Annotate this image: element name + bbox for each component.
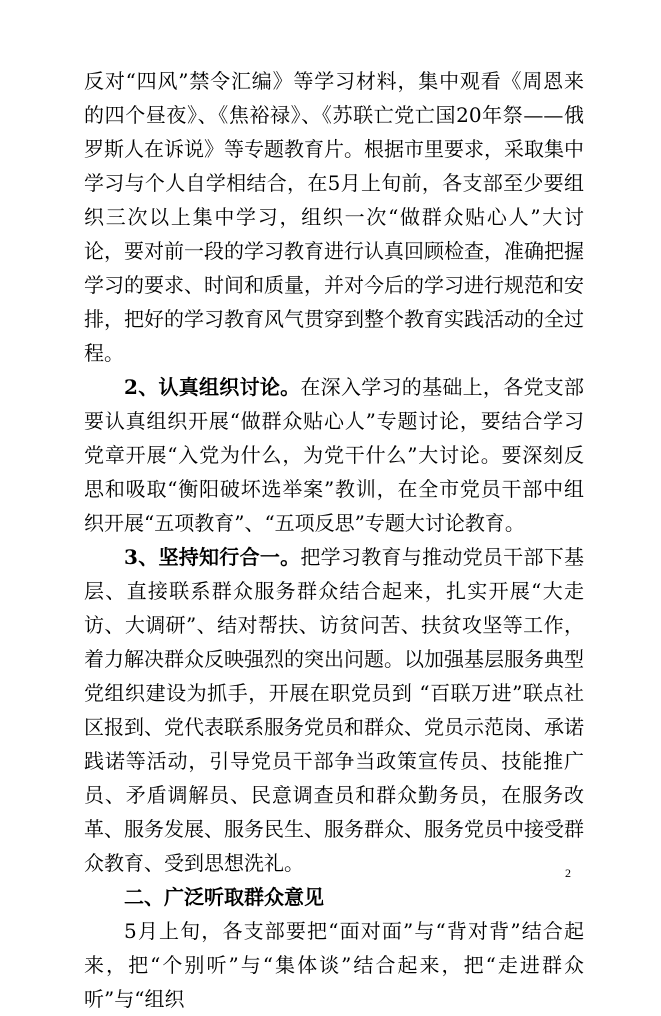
paragraph-lead: 3、坚持知行合一。 [124,545,301,569]
paragraph-text: 在深入学习的基础上，各党支部要认真组织开展“做群众贴心人”专题讨论，要结合学习党章开展“入党为什么，为党干什么”大讨论。要深刻反思和吸取“衡阳破坏选举案”教训，在全市党员干部中组织开展“五项教育”、“五项反思”专题大讨论教育。 [84,375,584,535]
paragraph-organize-discussion [84,370,584,540]
paragraph-text: 反对“四风”禁令汇编》等学习材料，集中观看《周恩来的四个昼夜》、《焦裕禄》、《苏联亡党亡国20年祭——俄罗斯人在诉说》等专题教育片。根据市里要求，采取集中学习与个人自学相结合，在5月上旬前，各支部至少要组织三次以上集中学习，组织一次“做群众贴心人”大讨论，要对前一段的学习教育进行认真回顾检查，准确把握学习的要求、时间和质量，并对今后的学习进行规范和安排，把好的学习教育风气贯穿到整个教育实践活动的全过程。 [84,69,584,365]
paragraph-text: 把学习教育与推动党员干部下基层、直接联系群众服务群众结合起来，扎实开展“大走访、大调研”、结对帮扶、访贫问苦、扶贫攻坚等工作，着力解决群众反映强烈的突出问题。以加强基层服务典型党组织建设为抓手，开展在职党员到 “百联万进”联点社区报到、党代表联系服务党员和群众、党员示范岗、承诺践诺等活动，引导党员干部争当政策宣传员、技能推广员、矛盾调解员、民意调查员和群众勤务员，在服务改革、服务发展、服务民生、服务群众、服务党员中接受群众教育、受到思想洗礼。 [84,545,584,875]
page-number: 2 [565,866,571,880]
paragraph-text: 5月上旬，各支部要把“面对面”与“背对背”结合起来，把“个别听”与“集体谈”结合起来，把“走进群众听”与“组织 [84,919,584,1011]
document-body [84,64,584,1016]
section-heading: 二、广泛听取群众意见 [124,885,324,909]
paragraph-knowledge-action [84,540,584,880]
paragraph-listen-opinions [84,914,584,1016]
paragraph-lead: 2、认真组织讨论。 [124,375,301,399]
paragraph-study-materials [84,64,584,370]
